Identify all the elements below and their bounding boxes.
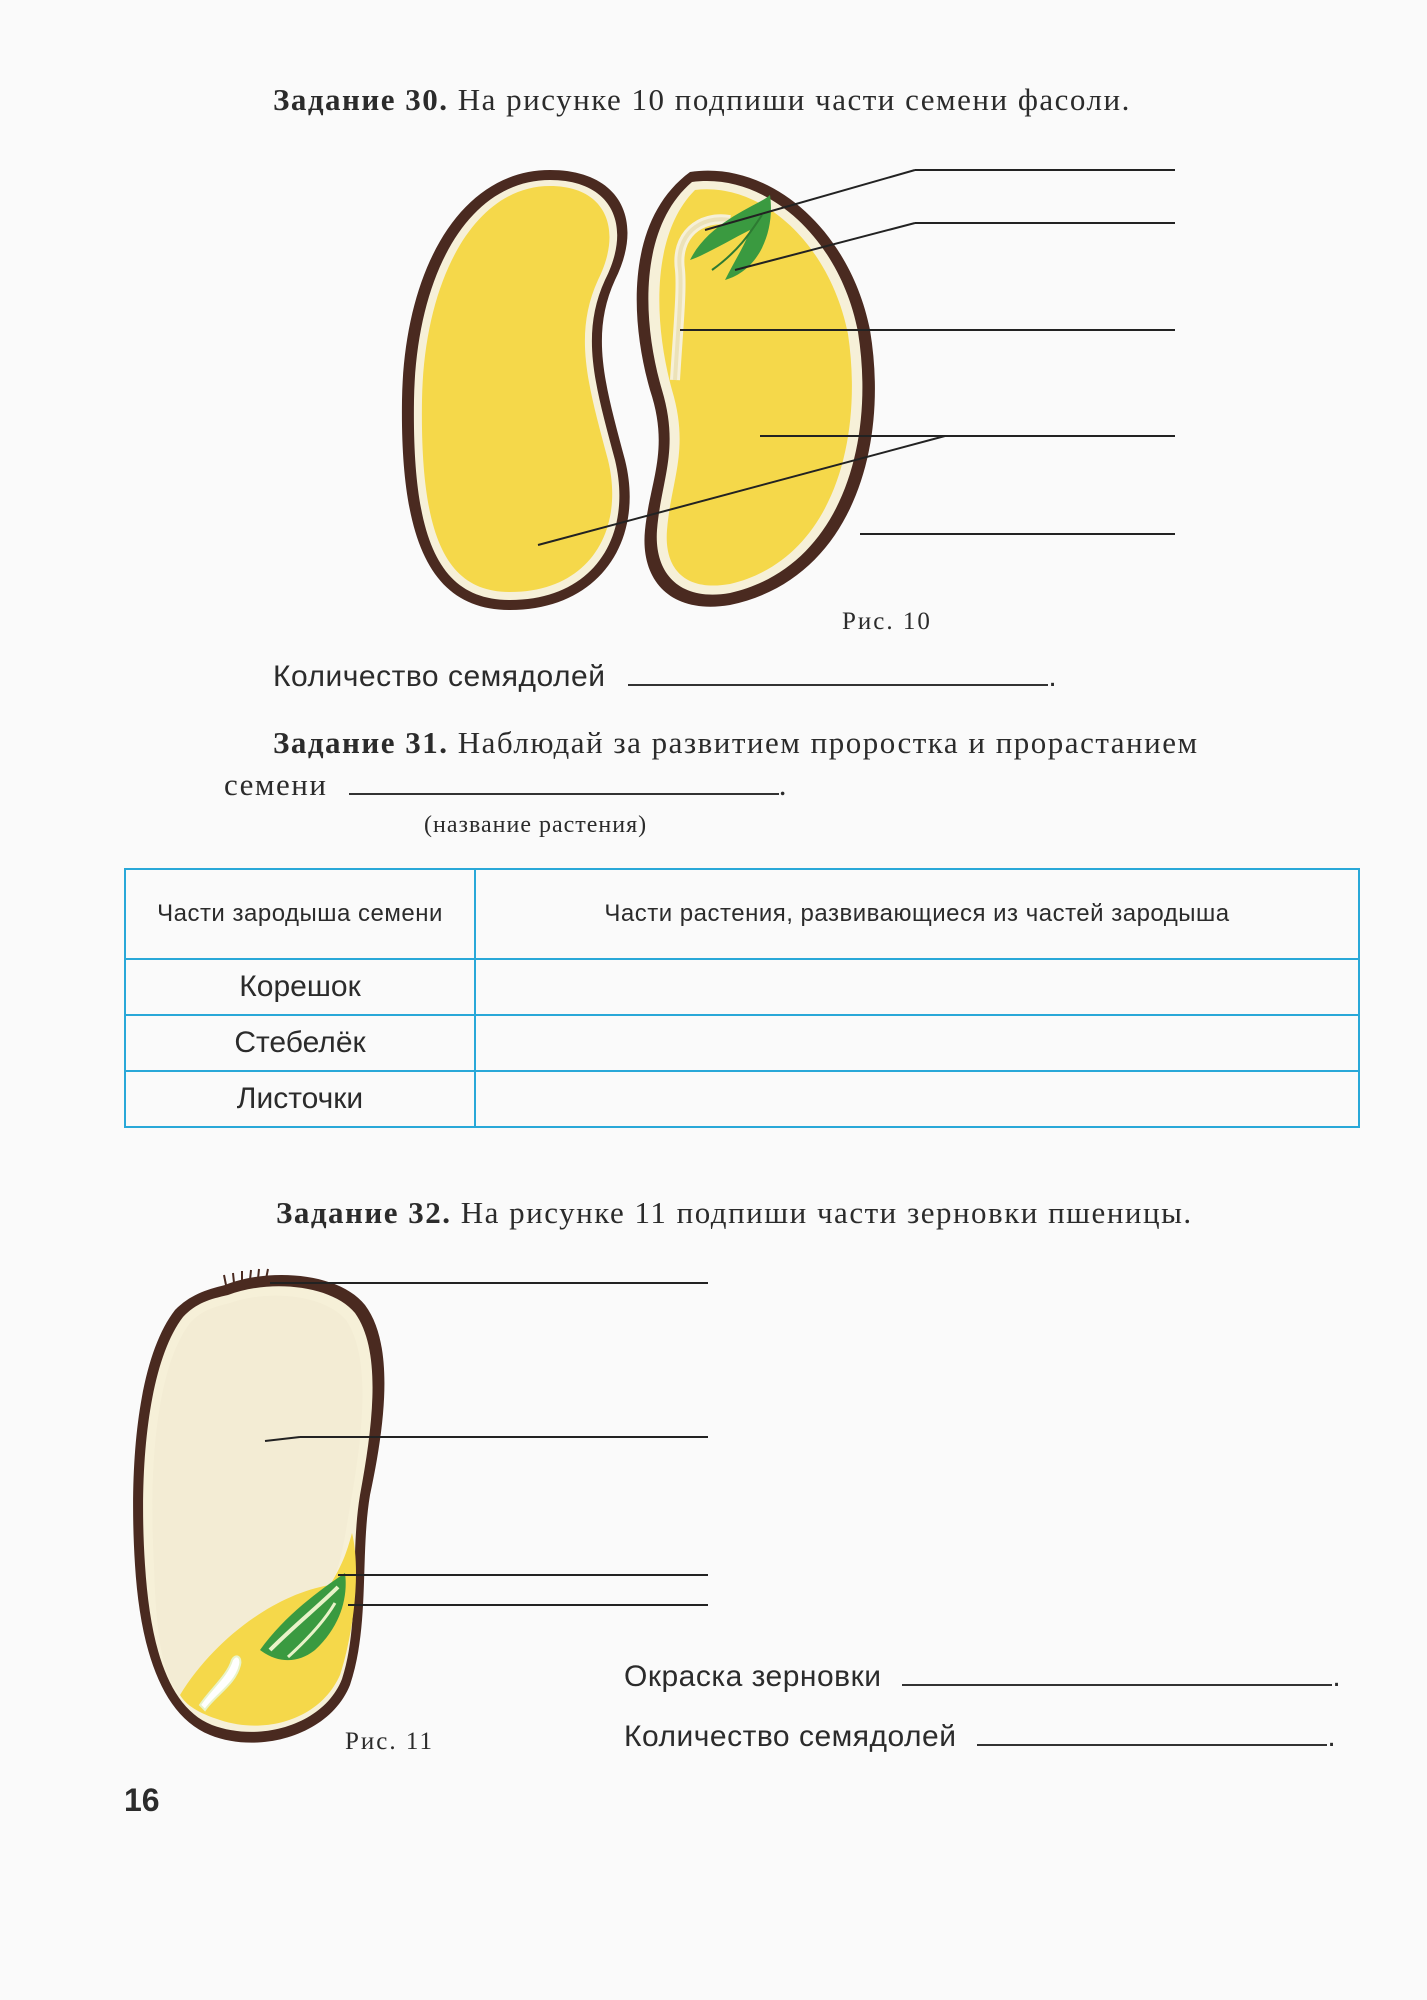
task31-text-line2: семени: [224, 767, 328, 802]
figure-11-caption: Рис. 11: [345, 1728, 434, 1755]
grain-cotyledon-label: Количество семядолей: [624, 1720, 957, 1753]
grain-cotyledon-row: Количество семядолей .: [624, 1720, 1337, 1753]
table-cell-part: Листочки: [125, 1071, 475, 1127]
task32-heading: [276, 1195, 1193, 1231]
grain-color-row: Окраска зерновки .: [624, 1660, 1342, 1693]
table-header-plant-parts: Части растения, развивающиеся из частей зародыша: [475, 869, 1359, 959]
table-cell-part: Корешок: [125, 959, 475, 1015]
task30-text: На рисунке 10 подпиши части семени фасоли.: [457, 82, 1131, 117]
observation-table: [124, 868, 1360, 1128]
task32-label: Задание 32.: [276, 1195, 452, 1230]
grain-cotyledon-input[interactable]: [977, 1744, 1327, 1746]
task32-text: На рисунке 11 подпиши части зерновки пшеницы.: [460, 1195, 1193, 1230]
table-header-row: [125, 869, 1359, 959]
task31-heading: [273, 725, 1199, 761]
table-row: [125, 959, 1359, 1015]
grain-color-label: Окраска зерновки: [624, 1660, 882, 1693]
cotyledon-count-row: Количество семядолей .: [273, 660, 1058, 693]
table-cell-part: Стебелёк: [125, 1015, 475, 1071]
task30-heading: [273, 82, 1131, 118]
task30-label: Задание 30.: [273, 82, 449, 117]
table-cell-answer[interactable]: [475, 959, 1359, 1015]
table-header-embryo-parts: Части зародыша семени: [125, 869, 475, 959]
plant-name-input[interactable]: [349, 793, 779, 795]
bean-seed-figure: [390, 160, 1190, 640]
cotyledon-count-label: Количество семядолей: [273, 660, 606, 693]
table-row: [125, 1071, 1359, 1127]
task31-label: Задание 31.: [273, 725, 449, 760]
grain-color-input[interactable]: [902, 1684, 1332, 1686]
task31-line2: семени .: [224, 767, 788, 802]
task31-text-line1: Наблюдай за развитием проростка и прорастанием: [457, 725, 1199, 760]
table-row: [125, 1015, 1359, 1071]
plant-name-hint: (название растения): [424, 812, 648, 838]
page-number: 16: [124, 1782, 160, 1818]
figure-10-caption: Рис. 10: [842, 608, 932, 635]
table-cell-answer[interactable]: [475, 1071, 1359, 1127]
table-cell-answer[interactable]: [475, 1015, 1359, 1071]
cotyledon-count-input[interactable]: [628, 684, 1048, 686]
